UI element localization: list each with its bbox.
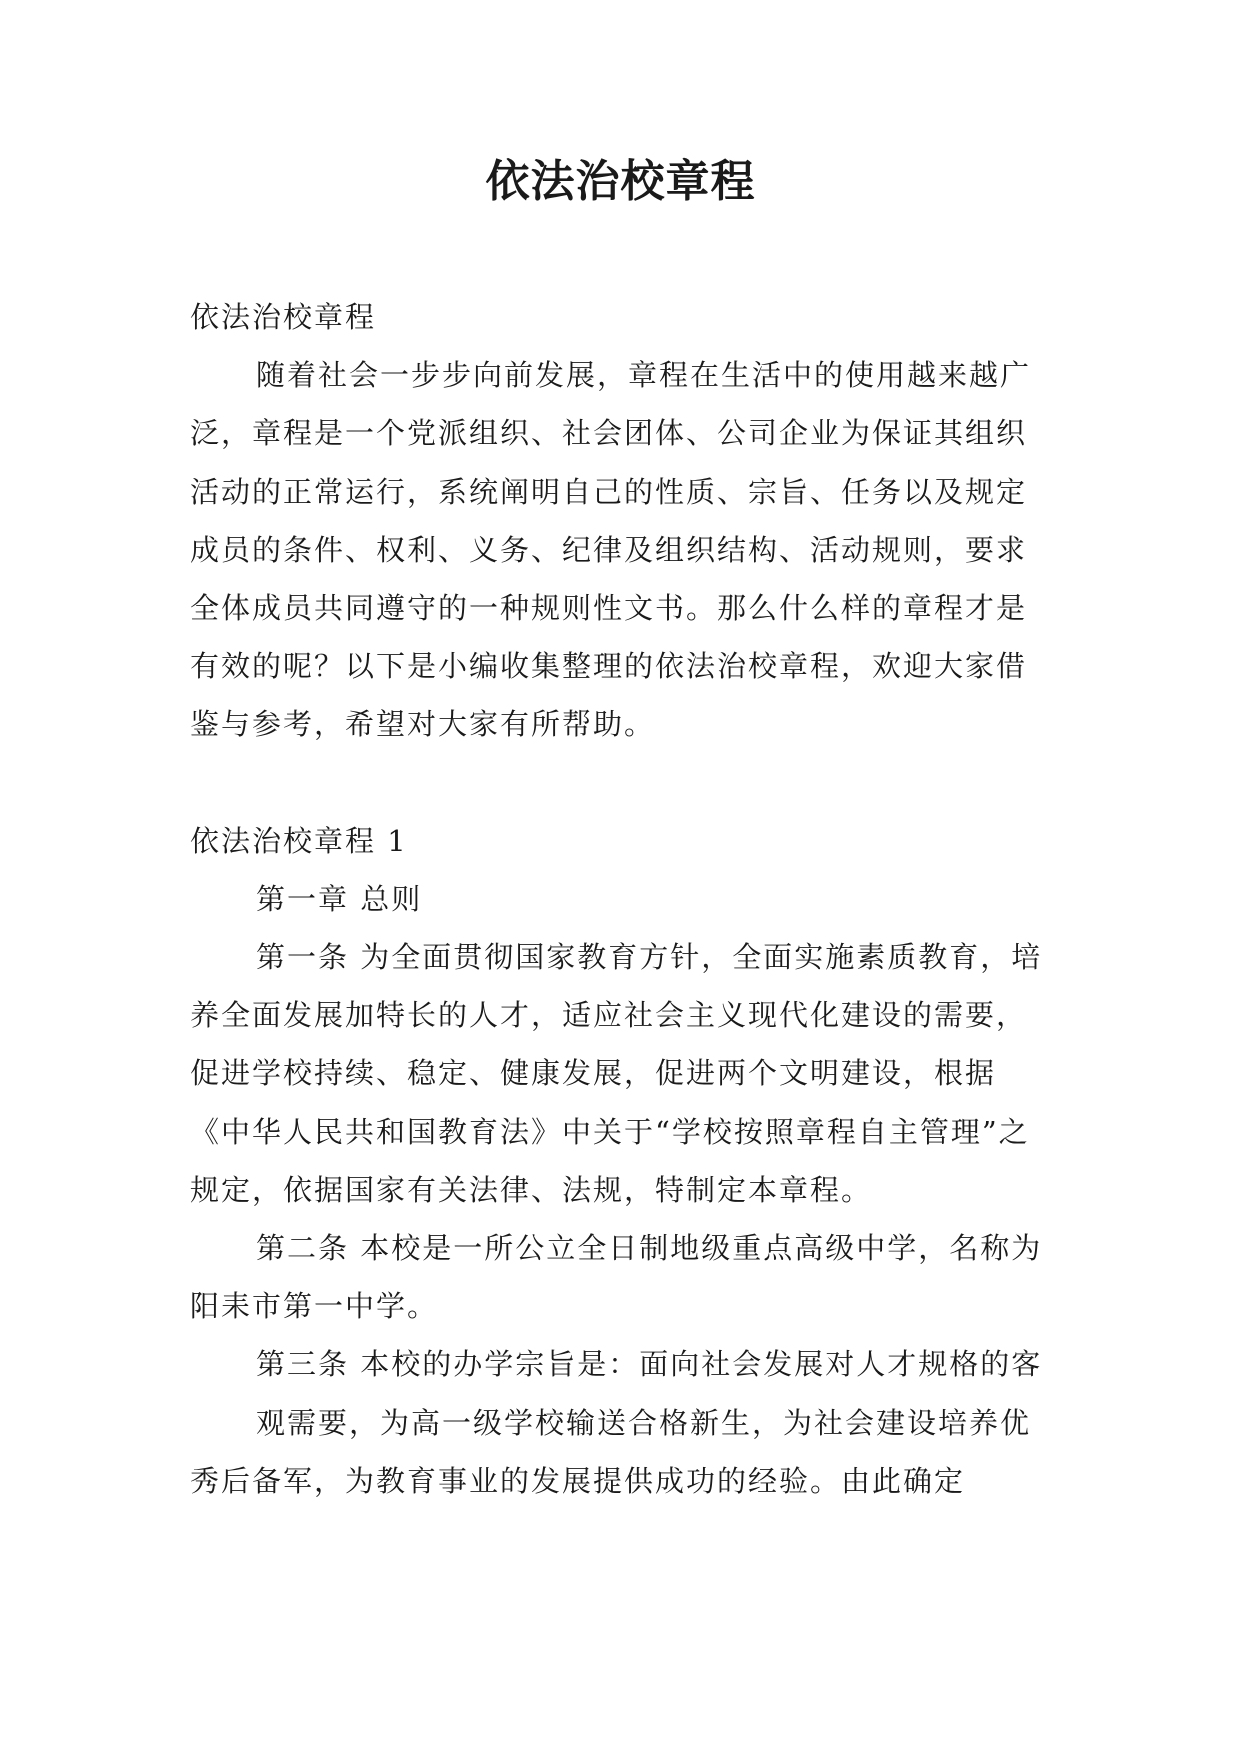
document-body [190,288,1052,1510]
article-3-paragraph: 第三条 本校的办学宗旨是：面向社会发展对人才规格的客 [256,1347,1043,1382]
paragraph-spacer [190,754,1052,812]
section-heading: 依法治校章程 1 [190,823,408,858]
chapter-heading: 第一章 总则 [256,881,423,916]
intro-paragraph: 随着社会一步步向前发展，章程在生活中的使用越来越广泛，章程是一个党派组织、社会团体、公司企业为保证其组织活动的正常运行，系统阐明自己的性质、宗旨、任务以及规定成员的条件、权利、义务、纪律及组织结构、活动规则，要求全体成员共同遵守的一种规则性文书。那么什么样的章程才是有效的呢？以下是小编收集整理的依法治校章程，欢迎大家借鉴与参考，希望对大家有所帮助。 [190,358,1032,742]
article-2-paragraph: 第二条 本校是一所公立全日制地级重点高级中学，名称为阳耒市第一中学。 [190,1231,1043,1324]
article-1-paragraph: 第一条 为全面贯彻国家教育方针，全面实施素质教育，培养全面发展加特长的人才，适应社会主义现代化建设的需要，促进学校持续、稳定、健康发展，促进两个文明建设，根据《中华人民共和国教育法》中关于“学校按照章程自主管理”之规定，依据国家有关法律、法规，特制定本章程。 [190,940,1043,1207]
document-title: 依法治校章程 [485,156,756,207]
subtitle-paragraph: 依法治校章程 [190,300,377,334]
continuation-paragraph: 观需要，为高一级学校输送合格新生，为社会建设培养优秀后备军，为教育事业的发展提供成功的经验。由此确定 [190,1405,1032,1498]
